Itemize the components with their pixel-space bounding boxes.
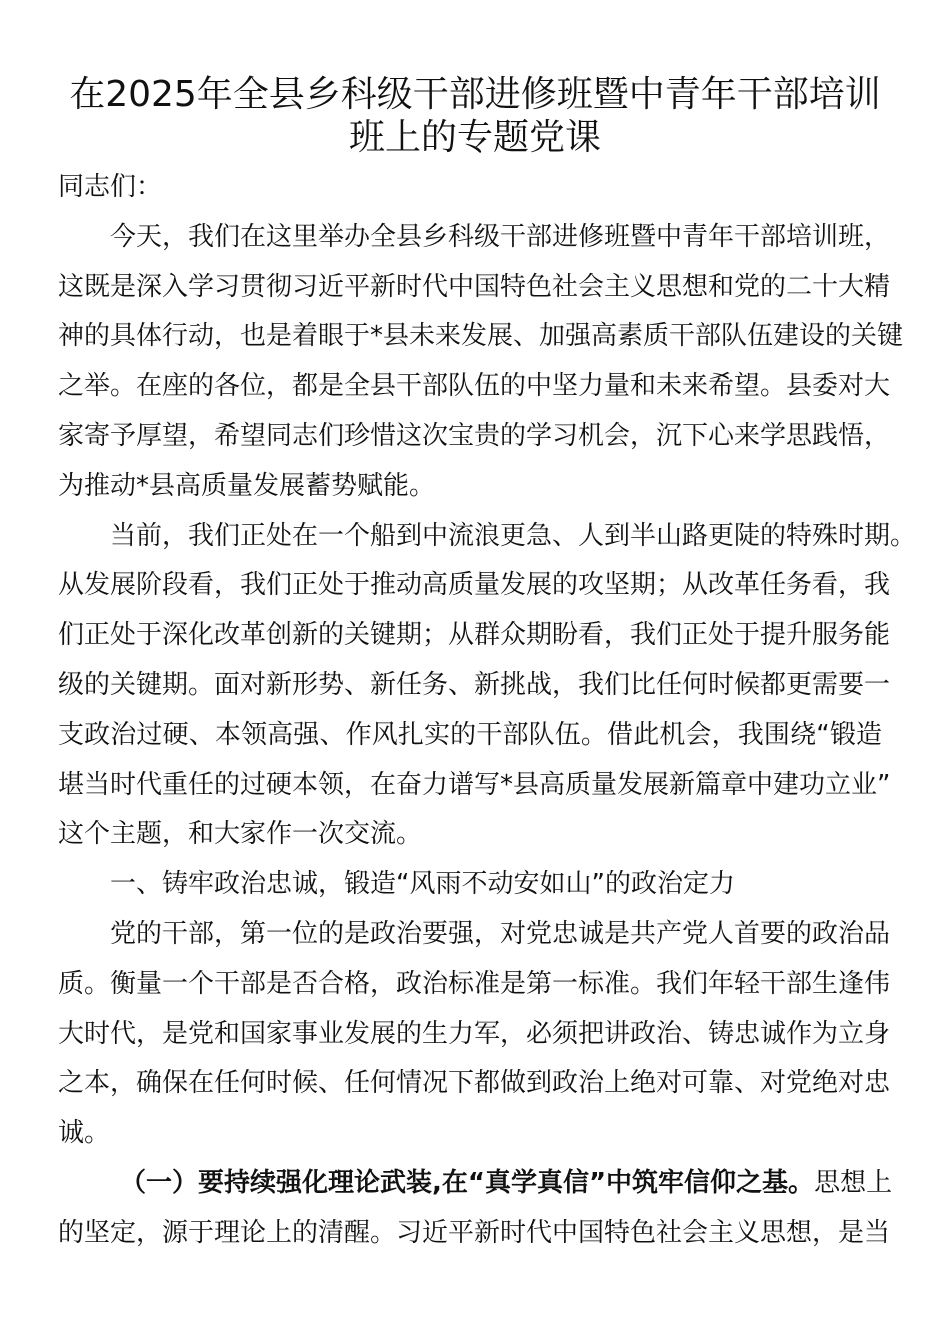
- line-text: 这个主题，和大家作一次交流。: [58, 819, 423, 850]
- line-text: 同志们：: [58, 172, 163, 202]
- line-text: 家寄予厚望，希望同志们珍惜这次宝贵的学习机会，沉下心来学思践悟，: [58, 420, 891, 451]
- paragraph-line: [58, 960, 891, 1010]
- paragraph-line: [58, 611, 891, 661]
- paragraph-line: [58, 412, 891, 462]
- document-body: [58, 163, 917, 1259]
- paragraph-line: [58, 512, 917, 562]
- paragraph-line: [58, 213, 891, 263]
- line-text: 诚。: [58, 1118, 111, 1149]
- line-text: 之举。在座的各位，都是全县干部队伍的中坚力量和未来希望。县委对大: [58, 371, 891, 402]
- paragraph-line: [58, 312, 904, 362]
- paragraph-line: [58, 1159, 893, 1209]
- paragraph-line: [58, 1059, 891, 1109]
- paragraph-line: [58, 860, 882, 910]
- line-text: 当前，我们正处在一个船到中流浪更急、人到半山路更陡的特殊时期。: [110, 520, 917, 551]
- paragraph-line: [58, 661, 891, 711]
- line-text: 大时代，是党和国家事业发展的生力军，必须把讲政治、铸忠诚作为立身: [58, 1018, 891, 1049]
- paragraph-line: [58, 362, 891, 412]
- line-text: 为推动*县高质量发展蓄势赋能。: [58, 470, 436, 501]
- line-text: 们正处于深化改革创新的关键期；从群众期盼看，我们正处于提升服务能: [58, 620, 891, 651]
- line-text: 党的干部，第一位的是政治要强，对党忠诚是共产党人首要的政治品: [110, 918, 891, 949]
- line-text: 一、铸牢政治忠诚，锻造“风雨不动安如山”的政治定力: [110, 869, 735, 900]
- paragraph-line: [58, 810, 882, 860]
- paragraph-line: [58, 1010, 891, 1060]
- paragraph-line: [58, 462, 882, 512]
- line-text: 级的关键期。面对新形势、新任务、新挑战，我们比任何时候都更需要一: [58, 669, 891, 700]
- paragraph-line: [58, 561, 891, 611]
- line-text: 堪当时代重任的过硬本领，在奋力谱写*县高质量发展新篇章中建功立业”: [58, 769, 891, 800]
- line-text: 神的具体行动，也是着眼于*县未来发展、加强高素质干部队伍建设的关键: [58, 321, 904, 352]
- line-text: 今天，我们在这里举办全县乡科级干部进修班暨中青年干部培训班，: [110, 221, 891, 252]
- line-text: 之本，确保在任何时候、任何情况下都做到政治上绝对可靠、对党绝对忠: [58, 1068, 891, 1099]
- paragraph-line: [58, 163, 882, 213]
- section-heading-bold: （一）要持续强化理论武装,在“真学真信”中筑牢信仰之基。: [120, 1167, 815, 1198]
- document-title-line-1: 在2025年全县乡科级干部进修班暨中青年干部培训: [69, 74, 881, 115]
- paragraph-line: [58, 1109, 882, 1159]
- paragraph-line: [58, 263, 891, 313]
- line-text: 的坚定，源于理论上的清醒。习近平新时代中国特色社会主义思想，是当: [58, 1217, 891, 1248]
- line-text: 支政治过硬、本领高强、作风扎实的干部队伍。借此机会，我围绕“锻造: [58, 719, 882, 750]
- paragraph-line: [58, 711, 882, 761]
- line-text: 质。衡量一个干部是否合格，政治标准是第一标准。我们年轻干部生逢伟: [58, 968, 891, 999]
- paragraph-line: [58, 761, 891, 811]
- paragraph-line: [58, 1209, 891, 1259]
- line-text: 从发展阶段看，我们正处于推动高质量发展的攻坚期；从改革任务看，我: [58, 570, 891, 601]
- line-text: 思想上: [814, 1167, 893, 1198]
- document-title-line-2: 班上的专题党课: [348, 117, 601, 158]
- line-text: 这既是深入学习贯彻习近平新时代中国特色社会主义思想和党的二十大精: [58, 271, 891, 302]
- paragraph-line: [58, 910, 891, 960]
